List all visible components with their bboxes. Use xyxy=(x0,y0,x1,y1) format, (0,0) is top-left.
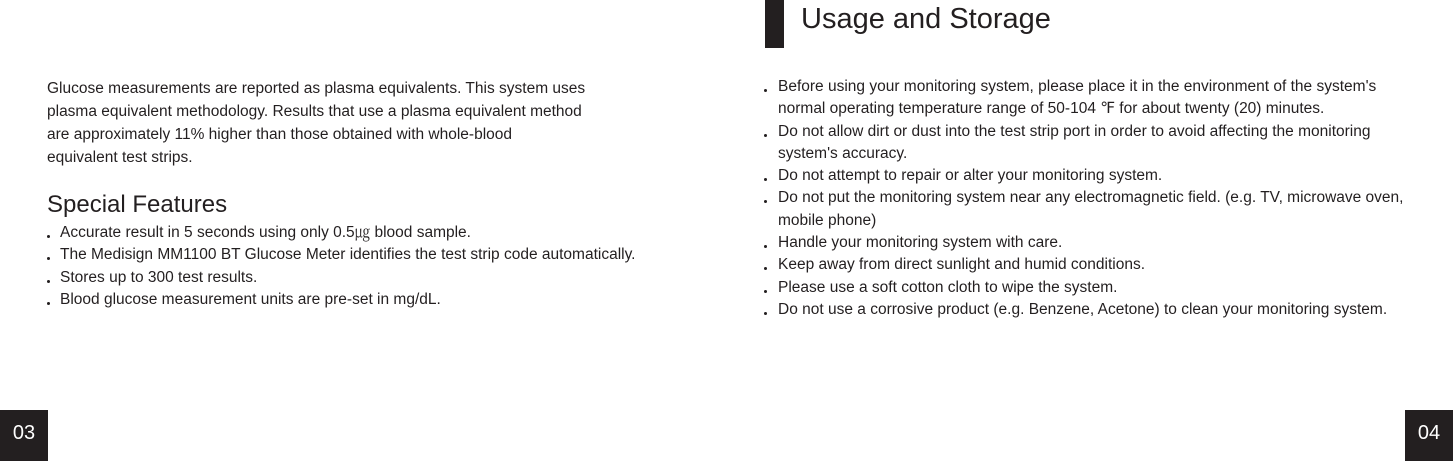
intro-line: Glucose measurements are reported as plasma equivalents. This system uses xyxy=(47,80,586,97)
list-item xyxy=(47,289,687,311)
bullet-dot-icon xyxy=(47,257,50,260)
list-item-text: Do not use a corrosive product (e.g. Benzene, Acetone) to clean your monitoring system. xyxy=(778,300,1388,318)
bullet-dot-icon xyxy=(764,178,767,181)
list-item-text: Handle your monitoring system with care. xyxy=(778,234,1063,252)
list-item-text: Before using your monitoring system, please place it in the environment of the system's normal operating temperature range of 50-104 ℉ for about twenty (20) minutes. xyxy=(778,78,1377,118)
list-item xyxy=(764,76,1424,121)
list-item-text: The Medisign MM1100 BT Glucose Meter identifies the test strip code automatically. xyxy=(60,246,636,264)
title-accent-bar xyxy=(765,0,784,48)
page-number: 03 xyxy=(0,410,48,461)
list-item-text: Do not allow dirt or dust into the test strip port in order to avoid affecting the monitoring system's accuracy. xyxy=(778,122,1371,162)
list-item-text: Do not put the monitoring system near any electromagnetic field. (e.g. TV, microwave oven, mobile phone) xyxy=(778,189,1404,229)
bullet-dot-icon xyxy=(764,89,767,92)
page-number: 04 xyxy=(1405,410,1453,461)
intro-line: are approximately 11% higher than those obtained with whole-blood xyxy=(47,126,513,143)
list-item xyxy=(764,232,1424,254)
list-item-text: Stores up to 300 test results. xyxy=(60,268,258,286)
list-item-text: Keep away from direct sunlight and humid conditions. xyxy=(778,256,1146,274)
intro-line: plasma equivalent methodology. Results that use a plasma equivalent method xyxy=(47,103,582,120)
list-item-text: Please use a soft cotton cloth to wipe the system. xyxy=(778,278,1118,296)
bullet-dot-icon xyxy=(47,302,50,305)
bullet-dot-icon xyxy=(47,280,50,283)
usage-list xyxy=(764,76,1424,321)
features-list xyxy=(47,222,687,311)
page-title: Usage and Storage xyxy=(801,3,1051,35)
bullet-dot-icon xyxy=(764,290,767,293)
list-item xyxy=(764,165,1424,187)
bullet-dot-icon xyxy=(764,200,767,203)
bullet-dot-icon xyxy=(764,245,767,248)
list-item xyxy=(764,277,1424,299)
list-item xyxy=(47,244,687,266)
bullet-dot-icon xyxy=(764,134,767,137)
intro-paragraph xyxy=(47,77,697,169)
list-item xyxy=(764,121,1424,166)
list-item xyxy=(47,222,687,244)
list-item xyxy=(47,267,687,289)
left-page xyxy=(0,0,726,461)
list-item-text: Blood glucose measurement units are pre-set in mg/dL. xyxy=(60,290,441,308)
list-item-text: Do not attempt to repair or alter your monitoring system. xyxy=(778,167,1163,185)
list-item-text: Accurate result in 5 seconds using only 0.5㎍ blood sample. xyxy=(60,224,471,241)
list-item xyxy=(764,254,1424,276)
section-title: Special Features xyxy=(47,191,228,218)
intro-line: equivalent test strips. xyxy=(47,149,193,166)
bullet-dot-icon xyxy=(764,312,767,315)
bullet-dot-icon xyxy=(47,235,50,238)
bullet-dot-icon xyxy=(764,267,767,270)
list-item xyxy=(764,299,1424,321)
list-item xyxy=(764,187,1424,232)
